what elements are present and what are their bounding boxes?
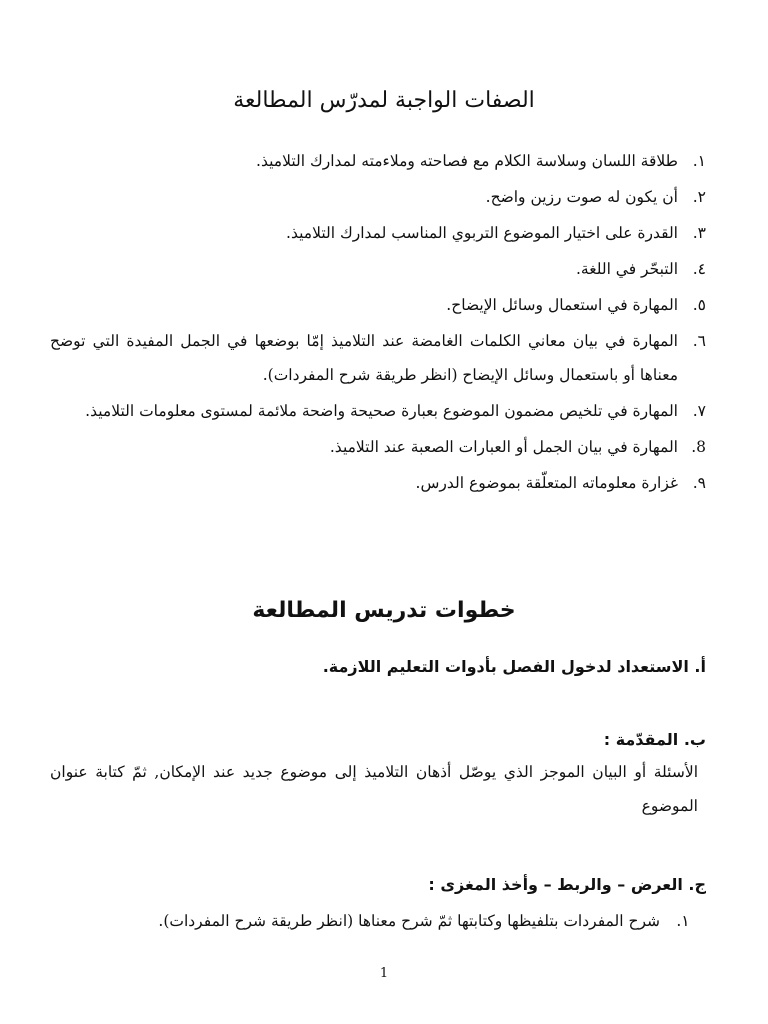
step-a — [50, 652, 706, 682]
page-number: 1 — [379, 966, 389, 981]
step-a-heading: أ. الاستعداد لدخول الفصل بأدوات التعليم اللازمة. — [322, 657, 706, 676]
page-title: الصفات الواجبة لمدرّس المطالعة — [233, 87, 535, 113]
list-item — [50, 394, 706, 428]
list-item — [50, 144, 706, 178]
step-c-heading: ج. العرض – والربط – وأخذ المغزى : — [428, 875, 706, 894]
item-text: طلاقة اللسان وسلاسة الكلام مع فصاحته وملاءمته لمدارك التلاميذ. — [256, 152, 678, 170]
item-number: 8. — [691, 438, 706, 456]
item-text: التبحّر في اللغة. — [576, 260, 678, 278]
item-number: ٦. — [692, 332, 706, 350]
list-item — [50, 180, 706, 214]
item-text: القدرة على اختيار الموضوع التربوي المناسب لمدارك التلاميذ. — [286, 224, 678, 242]
item-text: المهارة في بيان معاني الكلمات الغامضة عند التلاميذ إمّا بوضعها في الجمل المفيدة التي توضح معناها أو باستعمال وسائل الإيضاح (انظر طريقة شرح المفردات). — [50, 332, 678, 384]
item-text: أن يكون له صوت رزين واضح. — [485, 188, 678, 206]
item-number: ١. — [692, 152, 706, 170]
list-item — [50, 216, 706, 250]
item-number: ١. — [676, 912, 690, 930]
item-number: ٥. — [692, 296, 706, 314]
item-text: المهارة في استعمال وسائل الإيضاح. — [446, 296, 678, 314]
item-number: ٩. — [692, 474, 706, 492]
step-b — [50, 725, 706, 823]
section-title: خطوات تدريس المطالعة — [252, 598, 516, 624]
item-number: ٧. — [692, 402, 706, 420]
list-item — [50, 288, 706, 322]
item-text: شرح المفردات بتلفيظها وكتابتها ثمّ شرح معناها (انظر طريقة شرح المفردات). — [158, 912, 660, 930]
list-item — [50, 252, 706, 286]
step-b-heading: ب. المقدّمة : — [603, 730, 706, 749]
list-item — [50, 906, 706, 936]
step-c-list — [50, 906, 706, 936]
item-number: ٢. — [692, 188, 706, 206]
list-item — [50, 466, 706, 500]
item-text: غزارة معلوماته المتعلّقة بموضوع الدرس. — [415, 474, 678, 492]
list-item — [50, 430, 706, 464]
step-b-body: الأسئلة أو البيان الموجز الذي يوصّل أذهان التلاميذ إلى موضوع جديد عند الإمكان, ثمّ كتابة عنوان الموضوع — [50, 763, 698, 815]
item-number: ٤. — [692, 260, 706, 278]
item-text: المهارة في بيان الجمل أو العبارات الصعبة عند التلاميذ. — [329, 438, 678, 456]
item-text: المهارة في تلخيص مضمون الموضوع بعبارة صحيحة واضحة ملائمة لمستوى معلومات التلاميذ. — [85, 402, 678, 420]
list-item — [50, 324, 706, 392]
item-number: ٣. — [692, 224, 706, 242]
qualities-list — [50, 144, 706, 502]
step-c — [50, 870, 706, 936]
